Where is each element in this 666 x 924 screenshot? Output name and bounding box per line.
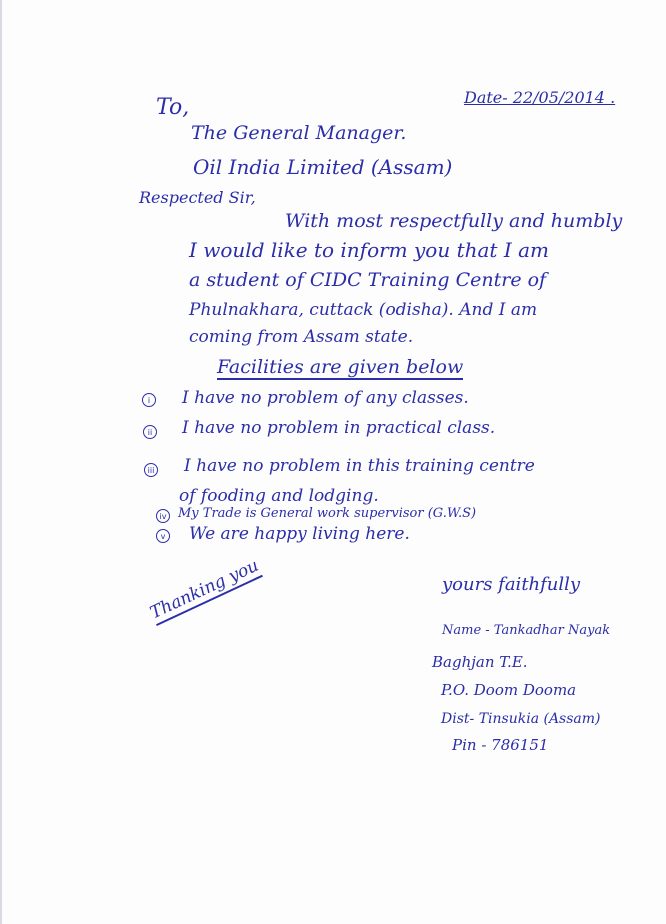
point-4-marker: iv [156,509,170,523]
closing-thanks: Thanking you [148,557,263,626]
sender-address-2: P.O. Doom Dooma [441,681,577,699]
greeting: Respected Sir, [139,188,256,207]
signoff-closing: yours faithfully [442,574,581,595]
point-4-text: My Trade is General work supervisor (G.W.S) [178,506,477,521]
sender-pin: Pin - 786151 [452,736,549,754]
point-5-text: We are happy living here. [189,524,410,544]
sender-address-1: Baghjan T.E. [432,653,528,671]
body-line-3: a student of CIDC Training Centre of [189,269,547,291]
letter-date: Date- 22/05/2014 . [464,88,616,107]
body-line-1: With most respectfully and humbly [285,210,623,232]
facilities-heading: Facilities are given below [217,356,464,378]
recipient-company: Oil India Limited (Assam) [193,155,453,179]
sender-district: Dist- Tinsukia (Assam) [441,711,601,727]
body-line-2: I would like to inform you that I am [189,238,549,262]
point-5-marker: v [156,529,170,543]
sender-name: Name - Tankadhar Nayak [442,623,611,638]
recipient-title: The General Manager. [191,122,407,144]
point-1-marker: i [142,393,156,407]
body-line-5: coming from Assam state. [189,327,414,347]
point-2-text: I have no problem in practical class. [182,418,496,438]
point-2-marker: ii [143,425,157,439]
point-3-text: I have no problem in this training centre [184,456,535,476]
point-3-marker: iii [144,463,158,477]
body-line-4: Phulnakhara, cuttack (odisha). And I am [189,300,538,320]
point-3-continuation: of fooding and lodging. [179,486,379,506]
point-1-text: I have no problem of any classes. [182,388,469,408]
salutation: To, [156,95,190,120]
